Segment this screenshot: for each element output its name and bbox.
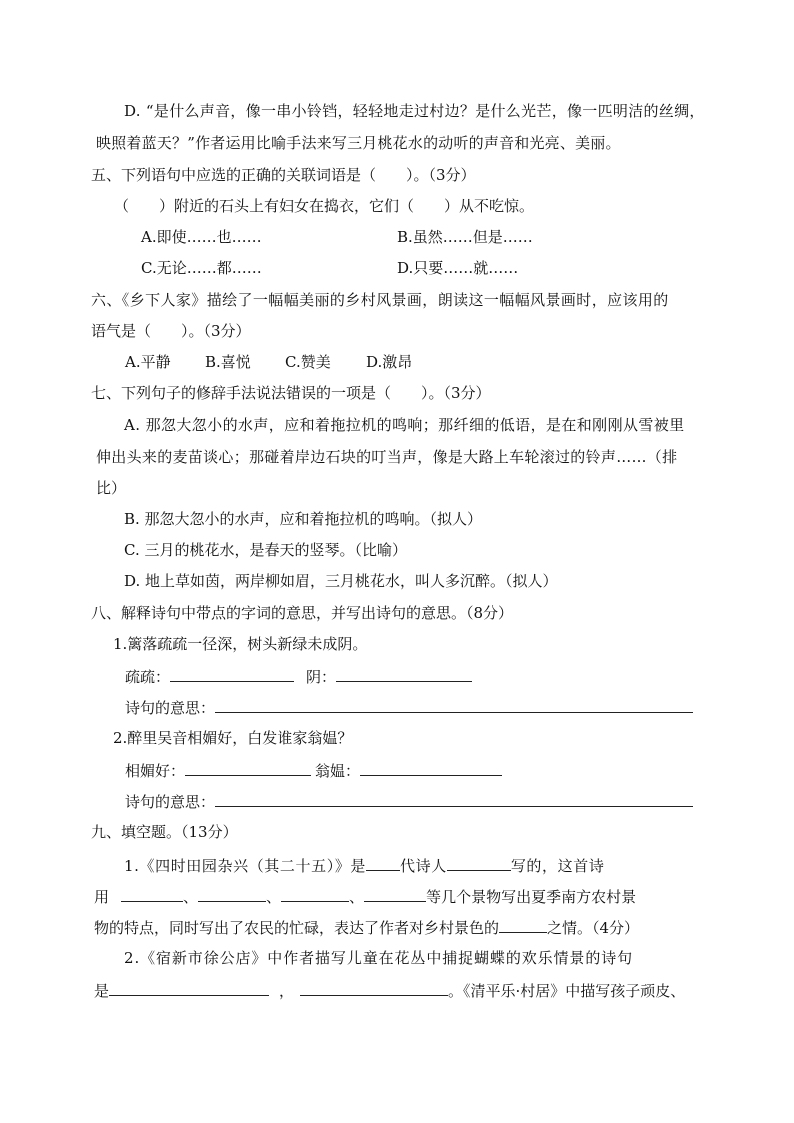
q8-title: 八、解释诗句中带点的字词的意思，并写出诗句的意思。（8分） bbox=[91, 604, 514, 622]
answer-blank[interactable] bbox=[336, 666, 472, 682]
q9-item2-text: 是 bbox=[94, 982, 110, 1000]
q7-option-b: B. 那忽大忽小的水声，应和着拖拉机的鸣响。（拟人） bbox=[124, 510, 483, 528]
q8-meaning-row-2 bbox=[125, 791, 693, 812]
q8-answer-row-1 bbox=[125, 666, 472, 687]
q6-line1: 六、《乡下人家》描绘了一幅幅美丽的乡村风景画，朗读这一幅幅风景画时，应该用的 bbox=[91, 291, 669, 309]
q8-word-label-xiangmeihao: 相媚好： bbox=[125, 762, 186, 780]
q5-option-a: A.即使……也…… bbox=[141, 228, 262, 246]
q9-item1-text: 等几个景物写出夏季南方农村景 bbox=[426, 888, 637, 906]
q6-line2: 语气是（ ）。（3分） bbox=[91, 322, 251, 340]
q9-item2-line2 bbox=[94, 980, 685, 1001]
q8-poem-line-1: 1.篱落疏疏一径深，树头新绿未成阴。 bbox=[113, 635, 368, 653]
q9-item2-line1: 2.《宿新市徐公店》中作者描写儿童在花丛中捕捉蝴蝶的欢乐情景的诗句 bbox=[124, 949, 634, 967]
q9-item2-text: 。《清平乐·村居》中描写孩子顽皮、 bbox=[448, 982, 686, 1000]
q5-option-c: C.无论……都…… bbox=[141, 259, 262, 277]
q9-item1-text: 、 bbox=[266, 888, 282, 906]
q8-word-label-shushu: 疏疏： bbox=[125, 668, 171, 686]
q9-item1-text: 用 bbox=[94, 888, 110, 906]
q9-item1-text: 写的，这首诗 bbox=[510, 857, 605, 875]
answer-blank[interactable] bbox=[185, 760, 311, 776]
q6-option-c: C.赞美 bbox=[285, 353, 331, 371]
q9-item1-text: 1.《四时田园杂兴（其二十五）》是 bbox=[124, 857, 367, 875]
q9-item2-text: ， bbox=[279, 982, 295, 1000]
answer-blank[interactable] bbox=[364, 886, 426, 902]
q9-item1-text: 、 bbox=[349, 888, 365, 906]
q9-title: 九、填空题。（13分） bbox=[91, 823, 238, 841]
q9-item1-text: 、 bbox=[183, 888, 199, 906]
q7-option-a-line1: A. 那忽大忽小的水声，应和着拖拉机的鸣响；那纤细的低语，是在和刚刚从雪被里 bbox=[124, 416, 685, 434]
q9-item1-line1 bbox=[124, 855, 604, 876]
q8-answer-row-2 bbox=[125, 760, 502, 781]
q5-title: 五、下列语句中应选的正确的关联词语是（ ）。（3分） bbox=[91, 166, 476, 184]
q7-option-c: C. 三月的桃花水，是春天的竖琴。（比喻） bbox=[124, 541, 407, 559]
q5-stem: （ ）附近的石头上有妇女在捣衣，它们（ ）从不吃惊。 bbox=[114, 197, 535, 215]
q5-option-b: B.虽然……但是…… bbox=[397, 228, 533, 246]
q4-option-d-line1: D. “是什么声音，像一串小铃铛，轻轻地走过村边？是什么光芒，像一匹明洁的丝绸， bbox=[124, 102, 705, 120]
q8-meaning-label: 诗句的意思： bbox=[125, 699, 216, 717]
answer-blank[interactable] bbox=[121, 886, 183, 902]
q6-option-b: B.喜悦 bbox=[205, 353, 251, 371]
answer-blank[interactable] bbox=[215, 697, 693, 713]
answer-blank[interactable] bbox=[447, 855, 511, 871]
answer-blank[interactable] bbox=[300, 980, 448, 996]
answer-blank[interactable] bbox=[109, 980, 269, 996]
answer-blank[interactable] bbox=[360, 760, 502, 776]
answer-blank[interactable] bbox=[215, 791, 693, 807]
q8-poem-line-2: 2.醉里吴音相媚好，白发谁家翁媪？ bbox=[113, 729, 353, 747]
q7-option-a-line2: 伸出头来的麦苗谈心；那碰着岸边石块的叮当声，像是大路上车轮滚过的铃声……（排 bbox=[96, 448, 678, 466]
q9-item1-text: 物的特点，同时写出了农民的忙碌，表达了作者对乡村景色的 bbox=[94, 919, 500, 937]
q8-meaning-row-1 bbox=[125, 697, 693, 718]
q8-meaning-label: 诗句的意思： bbox=[125, 793, 216, 811]
q7-option-d: D. 地上草如茵，两岸柳如眉，三月桃花水，叫人多沉醉。（拟人） bbox=[124, 572, 558, 590]
q9-item1-line3 bbox=[94, 917, 639, 938]
q8-word-label-wengao: 翁媪： bbox=[315, 762, 361, 780]
q9-item1-text: 代诗人 bbox=[400, 857, 447, 875]
q7-option-a-line3: 比） bbox=[96, 479, 127, 497]
answer-blank[interactable] bbox=[170, 666, 294, 682]
q9-item1-text: 之情。（4分） bbox=[547, 919, 640, 937]
q6-option-d: D.激昂 bbox=[366, 353, 413, 371]
q8-word-label-yin: 阴： bbox=[306, 668, 337, 686]
answer-blank[interactable] bbox=[198, 886, 266, 902]
q9-item1-line2 bbox=[94, 886, 636, 907]
answer-blank[interactable] bbox=[281, 886, 349, 902]
q5-option-d: D.只要……就…… bbox=[397, 259, 519, 277]
answer-blank[interactable] bbox=[366, 855, 400, 871]
answer-blank[interactable] bbox=[499, 917, 547, 933]
q4-option-d-line2: 映照着蓝天？”作者运用比喻手法来写三月桃花水的动听的声音和光亮、美丽。 bbox=[96, 134, 621, 152]
q7-title: 七、下列句子的修辞手法说法错误的一项是（ ）。（3分） bbox=[91, 384, 491, 402]
q6-option-a: A.平静 bbox=[125, 353, 171, 371]
